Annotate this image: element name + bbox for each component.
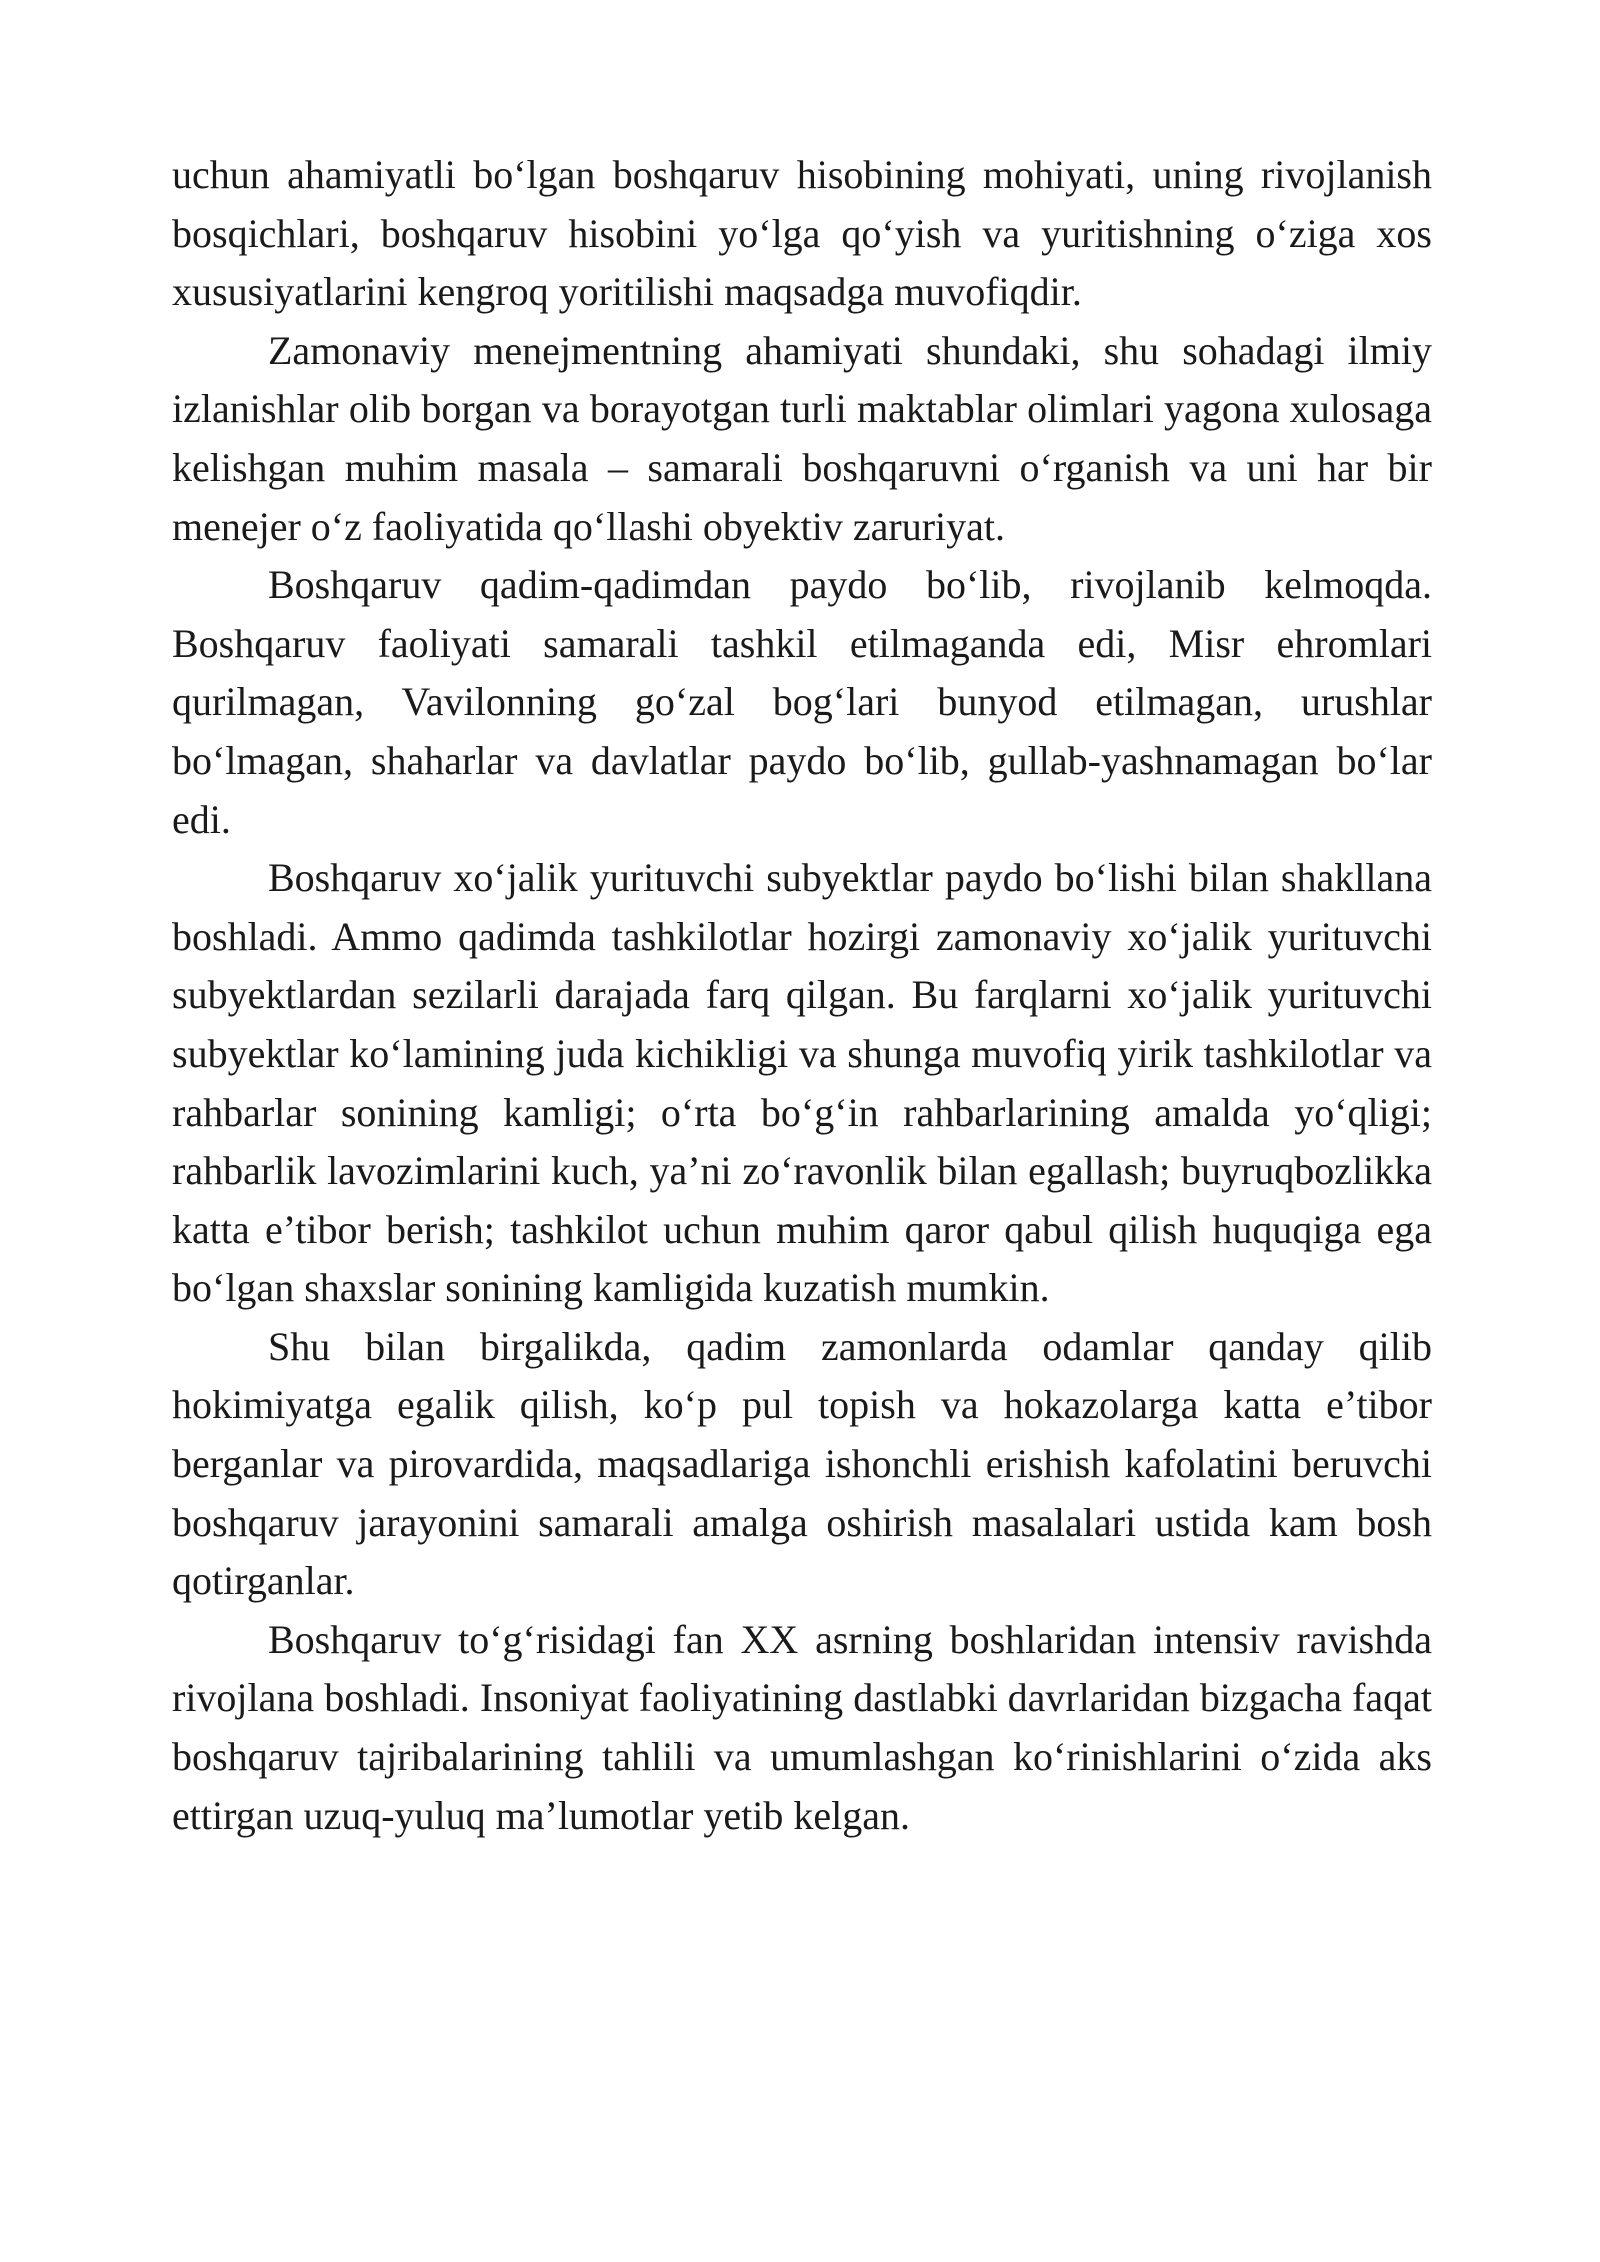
paragraph-continuation: uchun ahamiyatli bo‘lgan boshqaruv hisobining mohiyati, uning rivojlanish bosqichlari, boshqaruv hisobini yo‘lga qo‘yish va yuritishning o‘ziga xos xususiyatlarini kengroq yoritilishi maqsadga muvofiqdir. xyxy=(172,152,1432,315)
document-page xyxy=(172,146,1432,1845)
paragraph-modern-management: Zamonaviy menejmentning ahamiyati shundaki, shu sohadagi ilmiy izlanishlar olib borgan va borayotgan turli maktablar olimlari yagona xulosaga kelishgan muhim masala – samarali boshqaruvni o‘rganish va uni har bir menejer o‘z faoliyatida qo‘llashi obyektiv zaruriyat. xyxy=(172,327,1432,549)
paragraph-management-science: Boshqaruv to‘g‘risidagi fan XX asrning boshlaridan intensiv ravishda rivojlana boshladi. Insoniyat faoliyatining dastlabki davrlaridan bizgacha faqat boshqaruv tajribalarining tahlili va umumlashgan ko‘rinishlarini o‘zida aks ettirgan uzuq-yuluq ma’lumotlar yetib kelgan. xyxy=(172,1616,1432,1838)
paragraph-ancient-priorities: Shu bilan birgalikda, qadim zamonlarda odamlar qanday qilib hokimiyatga egalik qilish, ko‘p pul topish va hokazolarga katta e’tibor berganlar va pirovardida, maqsadlariga ishonchli erishish kafolatini beruvchi boshqaruv jarayonini samarali amalga oshirish masalalari ustida kam bosh qotirganlar. xyxy=(172,1323,1432,1604)
paragraph-ancient-management: Boshqaruv qadim-qadimdan paydo bo‘lib, rivojlanib kelmoqda. Boshqaruv faoliyati samarali tashkil etilmaganda edi, Misr ehromlari qurilmagan, Vavilonning go‘zal bog‘lari bunyod etilmagan, urushlar bo‘lmagan, shaharlar va davlatlar paydo bo‘lib, gullab-yashnamagan bo‘lar edi. xyxy=(172,562,1432,842)
paragraph-economic-entities: Boshqaruv xo‘jalik yurituvchi subyektlar paydo bo‘lishi bilan shakllana boshladi. Ammo qadimda tashkilotlar hozirgi zamonaviy xo‘jalik yurituvchi subyektlardan sezilarli darajada farq qilgan. Bu farqlarni xo‘jalik yurituvchi subyektlar ko‘lamining juda kichikligi va shunga muvofiq yirik tashkilotlar va rahbarlar sonining kamligi; o‘rta bo‘g‘in rahbarlarining amalda yo‘qligi; rahbarlik lavozimlarini kuch, ya’ni zo‘ravonlik bilan egallash; buyruqbozlikka katta e’tibor berish; tashkilot uchun muhim qaror qabul qilish huquqiga ega bo‘lgan shaxslar sonining kamligida kuzatish mumkin. xyxy=(172,855,1432,1311)
